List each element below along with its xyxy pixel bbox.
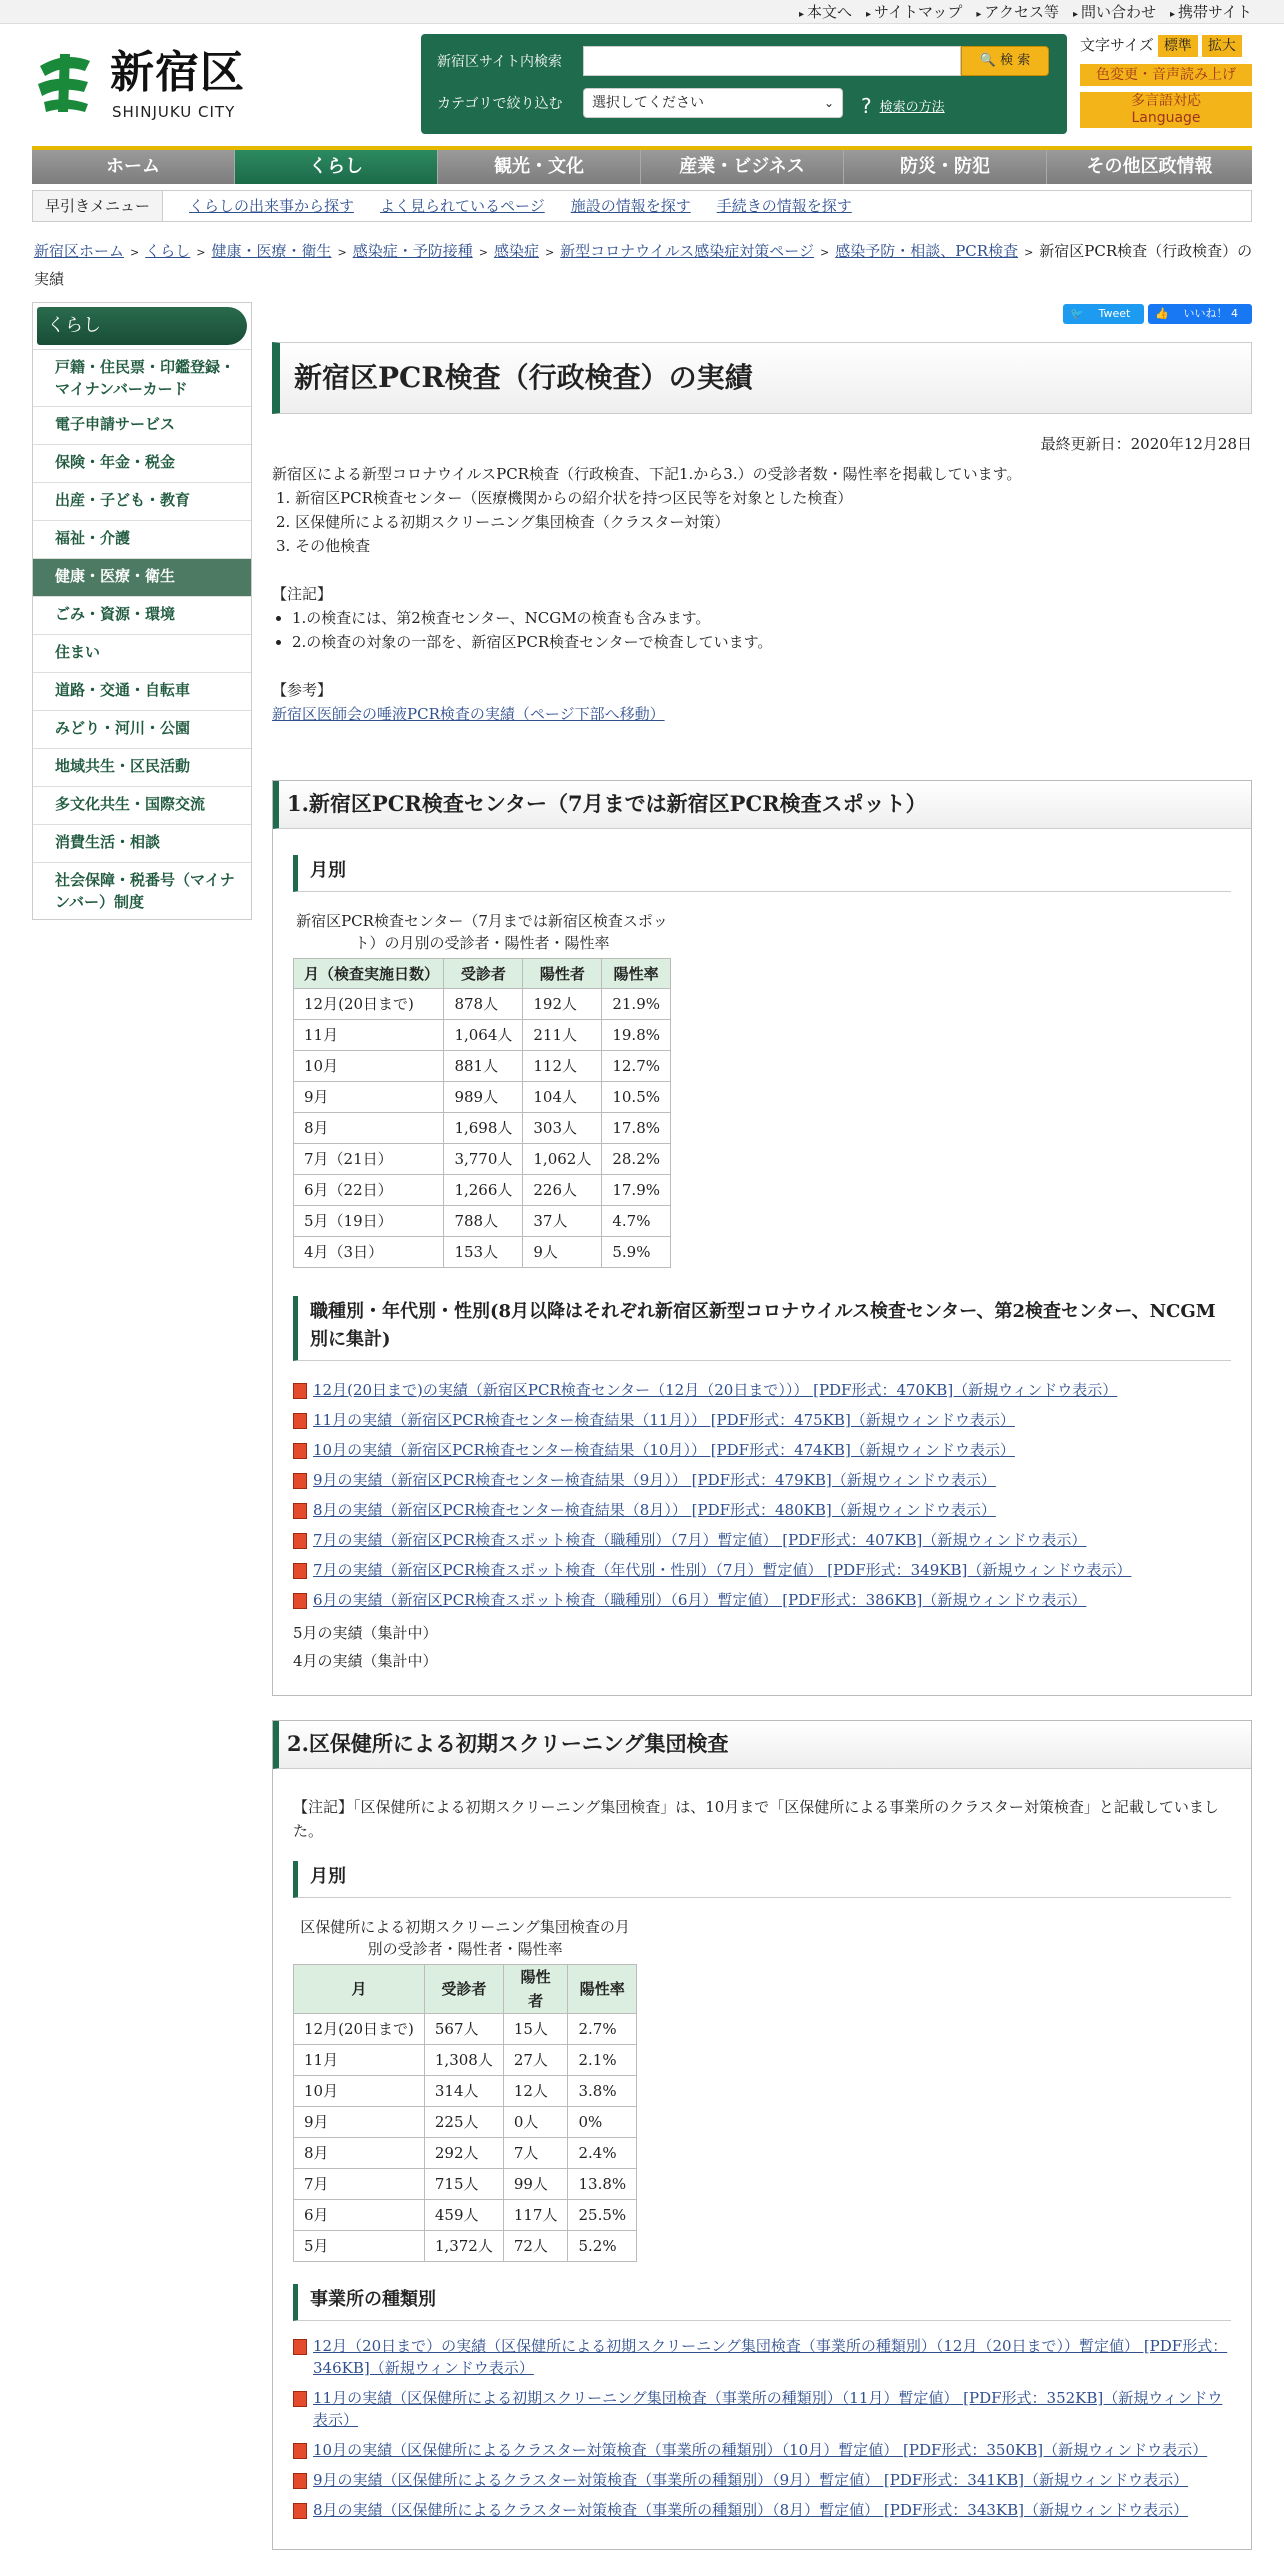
cell: 112人 xyxy=(523,1051,602,1082)
pdf-link[interactable]: 10月の実績（新宿区PCR検査センター検査結果（10月）） [PDF形式：474KB]（新規ウィンドウ表示） xyxy=(293,1439,1231,1461)
cell: 72人 xyxy=(503,2231,568,2262)
cell: 12月(20日まで) xyxy=(294,989,444,1020)
quick-link-events[interactable]: くらしの出来事から探す xyxy=(189,197,355,215)
cell: 153人 xyxy=(444,1237,523,1268)
logo-kanji: 新宿区 xyxy=(110,47,245,98)
cell: 8月 xyxy=(294,1113,444,1144)
sidebar-item[interactable]: 出産・子ども・教育 xyxy=(33,482,251,520)
cell: 5.9% xyxy=(602,1237,671,1268)
cell: 117人 xyxy=(503,2200,568,2231)
search-panel xyxy=(421,34,1067,134)
like-label: いいね！ 4 xyxy=(1183,307,1238,320)
intro-text xyxy=(272,462,1252,726)
sidebar-item[interactable]: 保険・年金・税金 xyxy=(33,444,251,482)
cell: 878人 xyxy=(444,989,523,1020)
table-row xyxy=(294,2014,637,2045)
breakdown-heading: 職種別・年代別・性別(8月以降はそれぞれ新宿区新型コロナウイルス検査センター、第2検査センター、NCGM別に集計) xyxy=(293,1296,1231,1361)
cell: 989人 xyxy=(444,1082,523,1113)
share-buttons xyxy=(272,300,1252,322)
cell: 1,308人 xyxy=(424,2045,503,2076)
quick-link-facilities[interactable]: 施設の情報を探す xyxy=(570,197,691,215)
breadcrumb-link[interactable]: 感染症 xyxy=(493,242,539,260)
cell: 1,698人 xyxy=(444,1113,523,1144)
quick-menu-head: 早引きメニュー xyxy=(33,191,163,221)
nav-other[interactable]: その他区政情報 xyxy=(1047,150,1252,184)
cell: 7月（21日） xyxy=(294,1144,444,1175)
sidebar-item[interactable]: 福祉・介護 xyxy=(33,520,251,558)
table-row xyxy=(294,1175,671,1206)
cell: 5月 xyxy=(294,2231,425,2262)
col-header: 月（検査実施日数） xyxy=(294,959,444,989)
logo-english: SHINJUKU CITY xyxy=(112,103,236,121)
font-size-label: 文字サイズ xyxy=(1080,36,1154,54)
note-heading: 【注記】 xyxy=(272,585,333,603)
cell: 292人 xyxy=(424,2138,503,2169)
pdf-link[interactable]: 9月の実績（区保健所によるクラスター対策検査（事業所の種類別）（9月）暫定値） [PDF形式：341KB]（新規ウィンドウ表示） xyxy=(293,2469,1231,2491)
sidebar-head: くらし xyxy=(37,307,247,345)
nav-business[interactable]: 産業・ビジネス xyxy=(641,150,844,184)
pdf-link[interactable]: 8月の実績（新宿区PCR検査センター検査結果（8月）） [PDF形式：480KB]（新規ウィンドウ表示） xyxy=(293,1499,1231,1521)
quick-link-popular[interactable]: よく見られているページ xyxy=(380,197,545,215)
pdf-link[interactable]: 8月の実績（区保健所によるクラスター対策検査（事業所の種類別）（8月）暫定値） [PDF形式：343KB]（新規ウィンドウ表示） xyxy=(293,2499,1231,2521)
util-link-contact[interactable]: ▸ 問い合わせ xyxy=(1073,3,1156,21)
category-select-value: 選択してください xyxy=(592,95,704,111)
cell: 8月 xyxy=(294,2138,425,2169)
sidebar-item[interactable]: みどり・河川・公園 xyxy=(33,710,251,748)
nav-disaster[interactable]: 防災・防犯 xyxy=(844,150,1047,184)
search-button-label: 検 索 xyxy=(1000,53,1031,68)
nav-home[interactable]: ホーム xyxy=(32,150,235,184)
cell: 7月 xyxy=(294,2169,425,2200)
quick-menu xyxy=(32,190,1252,222)
cell: 1,064人 xyxy=(444,1020,523,1051)
pdf-link[interactable]: 12月(20日まで)の実績（新宿区PCR検査センター（12月（20日まで））） [PDF形式：470KB]（新規ウィンドウ表示） xyxy=(293,1379,1231,1401)
cell: 6月 xyxy=(294,2200,425,2231)
table-row xyxy=(294,2045,637,2076)
cell: 5.2% xyxy=(568,2231,637,2262)
tweet-button[interactable]: 🐦 Tweet xyxy=(1063,304,1144,324)
cell: 25.5% xyxy=(568,2200,637,2231)
table-row xyxy=(294,2231,637,2262)
col-header: 陽性率 xyxy=(602,959,671,989)
global-nav xyxy=(32,146,1252,184)
table-row xyxy=(294,1051,671,1082)
cell: 226人 xyxy=(523,1175,602,1206)
table-row xyxy=(294,989,671,1020)
cell: 2.4% xyxy=(568,2138,637,2169)
cell: 28.2% xyxy=(602,1144,671,1175)
cell: 192人 xyxy=(523,989,602,1020)
intro-paragraph: 新宿区による新型コロナウイルスPCR検査（行政検査、下記1.から3.）の受診者数・陽性率を掲載しています。 xyxy=(272,465,1022,483)
screening-table xyxy=(293,1916,637,2262)
search-label: 新宿区サイト内検索 xyxy=(437,54,563,70)
cell: 3.8% xyxy=(568,2076,637,2107)
cell: 17.9% xyxy=(602,1175,671,1206)
cell: 11月 xyxy=(294,1020,444,1051)
section-pcr-center xyxy=(272,780,1252,1696)
util-link-mobile[interactable]: ▸ 携帯サイト xyxy=(1170,3,1252,21)
cell: 1,372人 xyxy=(424,2231,503,2262)
col-header: 陽性者 xyxy=(523,959,602,989)
cell: 6月（22日） xyxy=(294,1175,444,1206)
breadcrumb-link[interactable]: 感染症・予防接種 xyxy=(352,242,473,260)
cell: 225人 xyxy=(424,2107,503,2138)
sidebar-item[interactable]: 道路・交通・自転車 xyxy=(33,672,251,710)
pdf-links xyxy=(293,2335,1231,2521)
col-header: 月 xyxy=(294,1965,425,2014)
cell: 3,770人 xyxy=(444,1144,523,1175)
cell: 37人 xyxy=(523,1206,602,1237)
pdf-link[interactable]: 11月の実績（新宿区PCR検査センター検査結果（11月）） [PDF形式：475KB]（新規ウィンドウ表示） xyxy=(293,1409,1231,1431)
pending-text: 5月の実績（集計中） xyxy=(293,1624,438,1642)
pdf-link[interactable]: 10月の実績（区保健所によるクラスター対策検査（事業所の種類別）（10月）暫定値） [PDF形式：350KB]（新規ウィンドウ表示） xyxy=(293,2439,1231,2461)
font-size-large-button[interactable]: 拡大 xyxy=(1202,35,1242,57)
table-row xyxy=(294,2107,637,2138)
cell: 12月(20日まで) xyxy=(294,2014,425,2045)
breadcrumb-link[interactable]: 健康・医療・衛生 xyxy=(211,242,332,260)
table-row xyxy=(294,1237,671,1268)
util-link-access[interactable]: ▸ アクセス等 xyxy=(976,3,1059,21)
col-header: 陽性率 xyxy=(568,1965,637,2014)
cell: 10月 xyxy=(294,2076,425,2107)
table-row xyxy=(294,1082,671,1113)
cell: 0% xyxy=(568,2107,637,2138)
cell: 1,062人 xyxy=(523,1144,602,1175)
sidebar-item[interactable]: ごみ・資源・環境 xyxy=(33,596,251,634)
monthly-heading: 月別 xyxy=(293,1861,1231,1898)
pdf-link[interactable]: 12月（20日まで）の実績（区保健所による初期スクリーニング集団検査（事業所の種類別）（12月（20日まで））暫定値） [PDF形式：346KB]（新規ウィンドウ表示） xyxy=(293,2335,1231,2379)
reference-heading: 【参考】 xyxy=(272,681,333,699)
search-input[interactable] xyxy=(583,46,961,76)
chevron-down-icon: ⌄ xyxy=(823,96,834,110)
sidebar-item[interactable]: 消費生活・相談 xyxy=(33,824,251,862)
tweet-label: Tweet xyxy=(1098,307,1131,320)
table-caption: 区保健所による初期スクリーニング集団検査の月別の受診者・陽性者・陽性率 xyxy=(300,1918,630,1958)
sidebar xyxy=(32,302,252,920)
cell: 4月（3日） xyxy=(294,1237,444,1268)
reference-link[interactable]: 新宿区医師会の唾液PCR検査の実績（ページ下部へ移動） xyxy=(272,705,665,723)
language-label-jp: 多言語対応 xyxy=(1131,93,1201,109)
search-help xyxy=(861,90,945,122)
breadcrumb: 新宿区ホーム > くらし > 健康・医療・衛生 > 感染症・予防接種 > 感染症 > 新型コロナウイルス感染症対策ページ > 感染予防・相談、PCR検査 > 新宿区PCR検査（行政検査）の実績 xyxy=(34,242,1253,288)
cell: 4.7% xyxy=(602,1206,671,1237)
monthly-heading: 月別 xyxy=(293,855,1231,892)
search-button[interactable]: 🔍 検 索 xyxy=(961,46,1049,76)
font-size-standard-button[interactable]: 標準 xyxy=(1158,35,1198,57)
util-link-skip[interactable]: ▸ 本文へ xyxy=(799,3,852,21)
breadcrumb-current: 新宿区PCR検査（行政検査）の実績 xyxy=(34,242,1253,288)
color-voice-button[interactable]: 色変更・音声読み上げ xyxy=(1080,64,1252,86)
table-row xyxy=(294,2138,637,2169)
col-header: 陽性者 xyxy=(503,1965,568,2014)
breadcrumb-link[interactable]: 感染予防・相談、PCR検査 xyxy=(835,242,1019,260)
pdf-link[interactable]: 11月の実績（区保健所による初期スクリーニング集団検査（事業所の種類別）（11月）暫定値） [PDF形式：352KB]（新規ウィンドウ表示） xyxy=(293,2387,1231,2431)
table-row xyxy=(294,1020,671,1051)
section-title: 1.新宿区PCR検査センター（7月までは新宿区PCR検査スポット） xyxy=(273,781,1251,829)
cell: 21.9% xyxy=(602,989,671,1020)
note-item: • 2.の検査の対象の一部を、新宿区PCR検査センターで検査しています。 xyxy=(292,630,1252,654)
business-type-heading: 事業所の種類別 xyxy=(293,2284,1231,2321)
section-screening xyxy=(272,1720,1252,2550)
cell: 7人 xyxy=(503,2138,568,2169)
search-help-link[interactable]: 検索の方法 xyxy=(879,100,945,115)
cell: 13.8% xyxy=(568,2169,637,2200)
sidebar-item[interactable]: 社会保障・税番号（マイナンバー）制度 xyxy=(33,862,251,919)
cell: 0人 xyxy=(503,2107,568,2138)
category-label: カテゴリで絞り込む xyxy=(437,96,563,112)
pdf-links xyxy=(293,1379,1231,1611)
screening-note: 【注記】「区保健所による初期スクリーニング集団検査」は、10月まで「区保健所による事業所のクラスター対策検査」と記載していました。 xyxy=(293,1798,1219,1840)
sidebar-item[interactable]: 多文化共生・国際交流 xyxy=(33,786,251,824)
cell: 12.7% xyxy=(602,1051,671,1082)
sidebar-item[interactable]: 電子申請サービス xyxy=(33,406,251,444)
cell: 303人 xyxy=(523,1113,602,1144)
cell: 314人 xyxy=(424,2076,503,2107)
sidebar-item[interactable]: 住まい xyxy=(33,634,251,672)
table-row xyxy=(294,1144,671,1175)
table-row xyxy=(294,2200,637,2231)
intro-list-item: 2. 区保健所による初期スクリーニング集団検査（クラスター対策） xyxy=(276,513,730,531)
section-title: 2.区保健所による初期スクリーニング集団検査 xyxy=(273,1721,1251,1769)
cell: 5月（19日） xyxy=(294,1206,444,1237)
col-header: 受診者 xyxy=(444,959,523,989)
cell: 881人 xyxy=(444,1051,523,1082)
pdf-link[interactable]: 7月の実績（新宿区PCR検査スポット検査（職種別）（7月）暫定値） [PDF形式：407KB]（新規ウィンドウ表示） xyxy=(293,1529,1231,1551)
cell: 19.8% xyxy=(602,1020,671,1051)
main-content xyxy=(272,300,1252,2550)
cell: 2.1% xyxy=(568,2045,637,2076)
cell: 12人 xyxy=(503,2076,568,2107)
category-select[interactable] xyxy=(583,88,843,118)
pending-text: 4月の実績（集計中） xyxy=(293,1652,438,1670)
breadcrumb-link[interactable]: くらし xyxy=(145,242,191,260)
cell: 715人 xyxy=(424,2169,503,2200)
facebook-like-button[interactable]: 👍 いいね！ 4 xyxy=(1148,304,1252,324)
site-logo[interactable] xyxy=(30,46,280,126)
note-item: • 1.の検査には、第2検査センター、NCGMの検査も含みます。 xyxy=(292,606,1252,630)
last-updated: 最終更新日：2020年12月28日 xyxy=(1040,435,1252,453)
col-header: 受診者 xyxy=(424,1965,503,2014)
cell: 211人 xyxy=(523,1020,602,1051)
cell: 99人 xyxy=(503,2169,568,2200)
cell: 459人 xyxy=(424,2200,503,2231)
cell: 15人 xyxy=(503,2014,568,2045)
utility-bar xyxy=(0,0,1284,24)
cell: 10月 xyxy=(294,1051,444,1082)
cell: 1,266人 xyxy=(444,1175,523,1206)
cell: 2.7% xyxy=(568,2014,637,2045)
table-row xyxy=(294,1113,671,1144)
question-icon: ? xyxy=(861,94,872,118)
cell: 17.8% xyxy=(602,1113,671,1144)
util-link-sitemap[interactable]: ▸ サイトマップ xyxy=(866,3,962,21)
breadcrumb-link[interactable]: 新宿区ホーム xyxy=(34,242,125,260)
cell: 27人 xyxy=(503,2045,568,2076)
page-title: 新宿区PCR検査（行政検査）の実績 xyxy=(272,342,1252,414)
sidebar-item[interactable]: 地域共生・区民活動 xyxy=(33,748,251,786)
shinjuku-logo-icon xyxy=(30,46,100,116)
pdf-link[interactable]: 6月の実績（新宿区PCR検査スポット検査（職種別）（6月）暫定値） [PDF形式：386KB]（新規ウィンドウ表示） xyxy=(293,1589,1231,1611)
cell: 9人 xyxy=(523,1237,602,1268)
cell: 11月 xyxy=(294,2045,425,2076)
language-label-en: Language xyxy=(1131,110,1201,126)
cell: 10.5% xyxy=(602,1082,671,1113)
breadcrumb-link[interactable]: 新型コロナウイルス感染症対策ページ xyxy=(560,242,814,260)
intro-list-item: 1. 新宿区PCR検査センター（医療機関からの紹介状を持つ区民等を対象とした検査） xyxy=(276,489,853,507)
nav-tourism[interactable]: 観光・文化 xyxy=(438,150,641,184)
table-row xyxy=(294,1206,671,1237)
cell: 9月 xyxy=(294,1082,444,1113)
header xyxy=(0,24,1284,140)
cell: 9月 xyxy=(294,2107,425,2138)
intro-list-item: 3. その他検査 xyxy=(276,537,371,555)
table-row xyxy=(294,2076,637,2107)
accessibility-tools xyxy=(1080,32,1252,128)
pdf-link[interactable]: 9月の実績（新宿区PCR検査センター検査結果（9月）） [PDF形式：479KB]（新規ウィンドウ表示） xyxy=(293,1469,1231,1491)
sidebar-item-active[interactable]: 健康・医療・衛生 xyxy=(33,558,251,596)
quick-link-procedures[interactable]: 手続きの情報を探す xyxy=(716,197,852,215)
table-row xyxy=(294,2169,637,2200)
nav-kurashi[interactable]: くらし xyxy=(235,150,438,184)
table-caption: 新宿区PCR検査センター（7月までは新宿区検査スポット）の月別の受診者・陽性者・陽性率 xyxy=(296,912,668,952)
language-button[interactable] xyxy=(1080,92,1252,128)
cell: 788人 xyxy=(444,1206,523,1237)
cell: 104人 xyxy=(523,1082,602,1113)
pcr-center-table xyxy=(293,910,671,1268)
sidebar-item[interactable]: 戸籍・住民票・印鑑登録・マイナンバーカード xyxy=(33,349,251,406)
cell: 567人 xyxy=(424,2014,503,2045)
pdf-link[interactable]: 7月の実績（新宿区PCR検査スポット検査（年代別・性別）（7月）暫定値） [PDF形式：349KB]（新規ウィンドウ表示） xyxy=(293,1559,1231,1581)
